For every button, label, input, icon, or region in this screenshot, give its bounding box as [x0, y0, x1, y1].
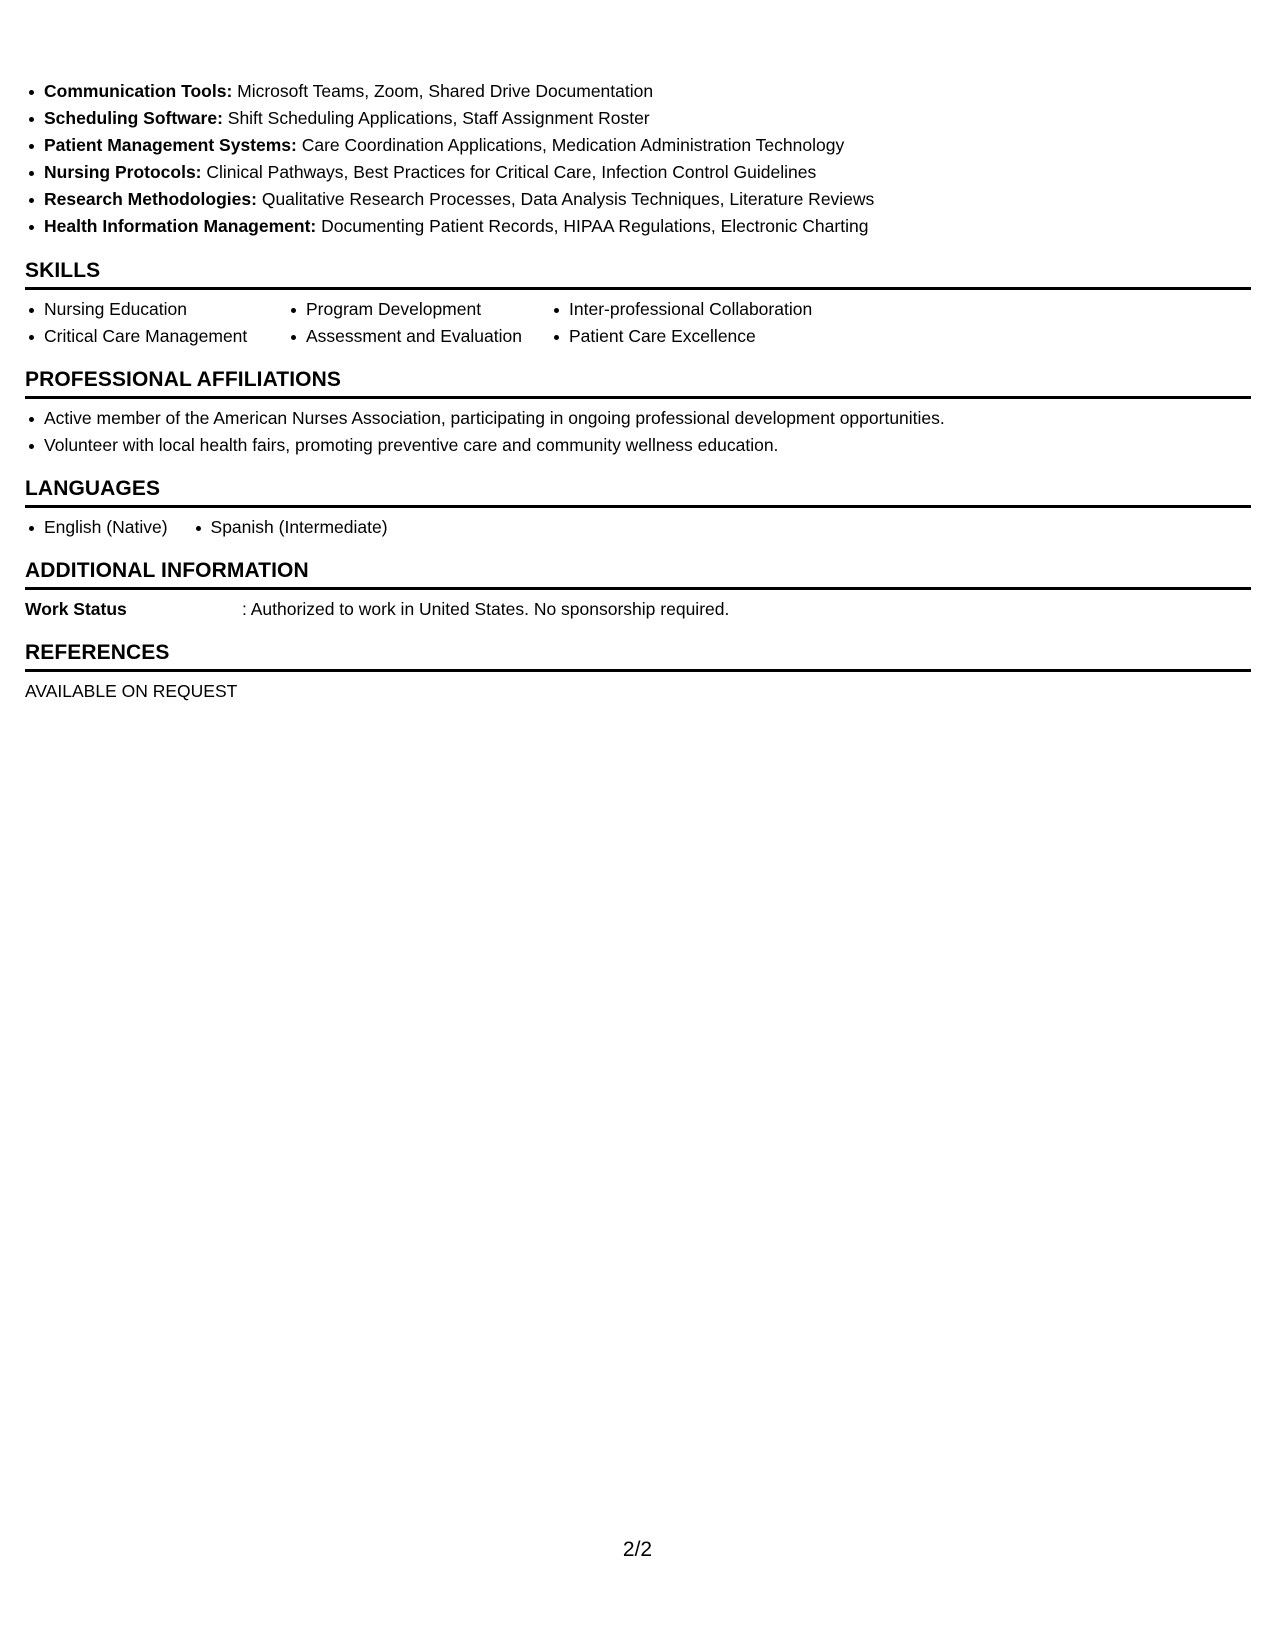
references-text: AVAILABLE ON REQUEST	[25, 681, 238, 701]
page-number: 2/2	[622, 1538, 653, 1561]
list-item: Spanish (Intermediate)	[192, 514, 388, 541]
section-title-affiliations: PROFESSIONAL AFFILIATIONS	[25, 368, 341, 391]
list-item: Inter-professional Collaboration	[550, 296, 850, 323]
list-item: Active member of the American Nurses Association, participating in ongoing professional development opportunities.	[25, 405, 1251, 432]
technology-label: Research Methodologies:	[44, 189, 257, 209]
list-item: Program Development	[287, 296, 550, 323]
section-title-additional-info: ADDITIONAL INFORMATION	[25, 559, 309, 582]
technology-label: Health Information Management:	[44, 216, 317, 236]
work-status-label: Work Status	[25, 599, 127, 619]
technology-value: Documenting Patient Records, HIPAA Regulations, Electronic Charting	[316, 216, 869, 236]
list-item: Nursing Education	[25, 296, 287, 323]
section-title-references: REFERENCES	[25, 641, 170, 664]
list-item	[25, 132, 1251, 159]
list-item	[25, 159, 1251, 186]
section-divider	[25, 287, 1251, 290]
section-divider	[25, 505, 1251, 508]
technology-label: Patient Management Systems:	[44, 135, 297, 155]
technology-value: Shift Scheduling Applications, Staff Assignment Roster	[222, 108, 650, 128]
work-status-value: : Authorized to work in United States. No sponsorship required.	[242, 599, 730, 619]
list-item: Patient Care Excellence	[550, 323, 850, 350]
list-item: Critical Care Management	[25, 323, 287, 350]
skills-section	[25, 254, 1251, 350]
technology-value: Qualitative Research Processes, Data Analysis Techniques, Literature Reviews	[256, 189, 875, 209]
list-item	[25, 213, 1251, 240]
section-divider	[25, 669, 1251, 672]
affiliations-section	[25, 363, 1251, 459]
list-item: Assessment and Evaluation	[287, 323, 550, 350]
work-status-row	[25, 596, 1251, 623]
technology-label: Nursing Protocols:	[44, 162, 202, 182]
section-title-languages: LANGUAGES	[25, 477, 161, 500]
affiliations-list	[25, 405, 1251, 459]
technology-label: Scheduling Software:	[44, 108, 223, 128]
section-title-skills: SKILLS	[25, 259, 101, 282]
list-item	[25, 186, 1251, 213]
additional-info-section	[25, 554, 1251, 623]
list-item: Volunteer with local health fairs, promoting preventive care and community wellness education.	[25, 432, 1251, 459]
resume-content	[25, 78, 1251, 705]
languages-list	[25, 514, 1251, 541]
list-item	[25, 78, 1251, 105]
technology-value: Microsoft Teams, Zoom, Shared Drive Documentation	[232, 81, 654, 101]
list-item	[25, 105, 1251, 132]
section-divider	[25, 587, 1251, 590]
technology-label: Communication Tools:	[44, 81, 233, 101]
skills-list	[25, 296, 1251, 350]
references-section	[25, 636, 1251, 705]
technology-value: Care Coordination Applications, Medication Administration Technology	[296, 135, 845, 155]
technologies-list	[25, 78, 1251, 240]
languages-section	[25, 472, 1251, 541]
section-divider	[25, 396, 1251, 399]
technology-value: Clinical Pathways, Best Practices for Critical Care, Infection Control Guidelines	[201, 162, 817, 182]
list-item: English (Native)	[25, 514, 168, 541]
